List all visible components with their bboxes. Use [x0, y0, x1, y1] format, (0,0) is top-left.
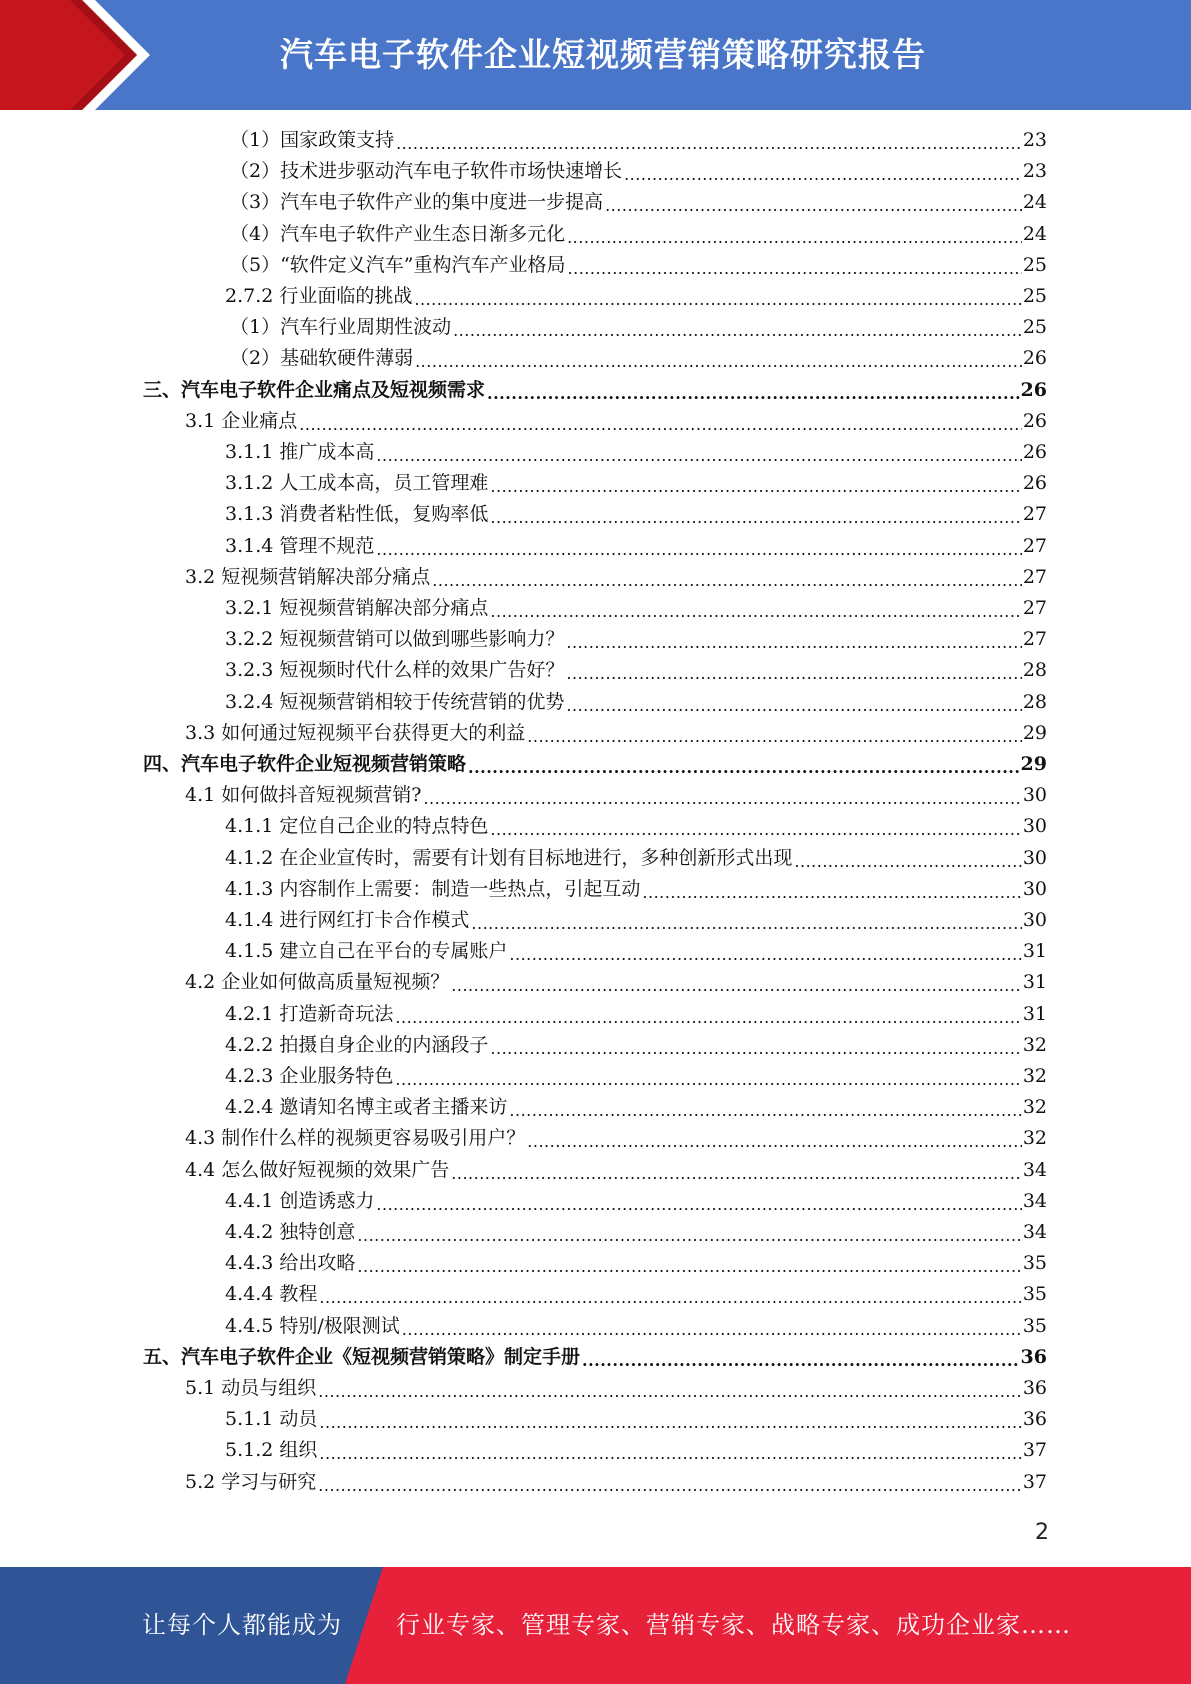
toc-dot-leader [319, 1405, 1021, 1433]
toc-entry-page: 27 [1022, 534, 1047, 557]
toc-entry-label: 3.1 企业痛点 [185, 409, 298, 432]
report-title: 汽车电子软件企业短视频营销策略研究报告 [280, 35, 926, 74]
toc-entry[interactable] [225, 1280, 1047, 1308]
toc-entry-label: 3.2.4 短视频营销相较于传统营销的优势 [225, 690, 565, 713]
toc-dot-leader [471, 906, 1021, 934]
toc-entry-page: 35 [1022, 1283, 1047, 1306]
toc-entry-page: 34 [1022, 1221, 1047, 1243]
toc-entry-label: 3.2 短视频营销解决部分痛点 [185, 565, 431, 588]
toc-entry[interactable] [185, 407, 1047, 435]
toc-entry-page: 26 [1022, 409, 1047, 432]
toc-dot-leader [395, 1000, 1021, 1028]
toc-entry-page: 36 [1020, 1345, 1047, 1368]
toc-entry-label: 4.2.1 打造新奇玩法 [225, 1002, 394, 1025]
toc-dot-leader [566, 625, 1021, 653]
toc-entry-label: 3.1.2 人工成本高，员工管理难 [225, 472, 489, 495]
toc-entry-label: 4.3 制作什么样的视频更容易吸引用户？ [185, 1127, 526, 1150]
toc-entry-label: 5.1.1 动员 [225, 1408, 318, 1431]
toc-entry-page: 32 [1022, 1127, 1047, 1150]
toc-entry[interactable] [225, 438, 1047, 466]
toc-entry[interactable] [225, 656, 1047, 684]
toc-entry[interactable] [230, 251, 1047, 279]
toc-dot-leader [582, 1343, 1020, 1371]
toc-entry-label: 4.1 如何做抖音短视频营销? [185, 784, 422, 807]
toc-entry-page: 24 [1022, 222, 1047, 245]
toc-entry[interactable] [185, 563, 1047, 591]
toc-dot-leader [357, 1218, 1021, 1246]
toc-entry-label: 4.1.2 在企业宣传时，需要有计划有目标地进行，多种创新形式出现 [225, 846, 793, 869]
toc-entry-label: 4.4.2 独特创意 [225, 1221, 356, 1243]
toc-entry-page: 36 [1022, 1377, 1047, 1399]
page-footer [0, 1567, 1191, 1684]
toc-entry[interactable] [225, 812, 1047, 840]
toc-entry[interactable] [225, 875, 1047, 903]
toc-entry-label: （4）汽车电子软件产业生态日渐多元化 [230, 222, 566, 245]
toc-entry-page: 30 [1022, 909, 1047, 931]
toc-entry[interactable] [225, 500, 1047, 528]
toc-entry-label: 3.1.4 管理不规范 [225, 534, 375, 557]
toc-entry-page: 30 [1022, 846, 1047, 869]
toc-dot-leader [527, 1124, 1022, 1152]
toc-dot-leader [624, 157, 1022, 185]
toc-entry-label: 3.2.2 短视频营销可以做到哪些影响力？ [225, 628, 565, 651]
toc-dot-leader [396, 126, 1022, 154]
toc-entry-label: 4.4.5 特别/极限测试 [225, 1314, 400, 1337]
toc-entry[interactable] [230, 344, 1047, 372]
toc-dot-leader [318, 1468, 1022, 1496]
toc-entry-page: 27 [1022, 565, 1047, 588]
toc-dot-leader [376, 532, 1021, 560]
toc-dot-leader [451, 968, 1022, 996]
toc-entry-page: 26 [1022, 347, 1047, 370]
toc-dot-leader [509, 1093, 1021, 1121]
toc-entry-page: 29 [1022, 721, 1047, 744]
toc-entry-page: 25 [1022, 316, 1047, 339]
toc-dot-leader [415, 344, 1022, 372]
toc-dot-leader [318, 1374, 1022, 1402]
toc-entry-page: 32 [1022, 1033, 1047, 1056]
toc-dot-leader [453, 313, 1022, 341]
toc-entry[interactable] [185, 1468, 1047, 1496]
toc-entry-label: 5.1.2 组织 [225, 1439, 318, 1462]
toc-entry[interactable] [225, 1249, 1047, 1277]
footer-slogan: 让每个人都能成为 [142, 1611, 342, 1639]
toc-entry[interactable] [225, 937, 1047, 965]
toc-entry-label: 3.3 如何通过短视频平台获得更大的利益 [185, 721, 526, 744]
toc-entry-label: 3.1.1 推广成本高 [225, 441, 375, 463]
toc-dot-leader [299, 407, 1022, 435]
toc-entry-label: 3.2.1 短视频营销解决部分痛点 [225, 597, 489, 619]
toc-entry-label: （2）技术进步驱动汽车电子软件市场快速增长 [230, 160, 623, 183]
toc-dot-leader [395, 1062, 1021, 1090]
toc-entry[interactable] [143, 1343, 1047, 1371]
toc-entry-page: 24 [1022, 191, 1047, 214]
toc-entry[interactable] [185, 1156, 1047, 1184]
toc-entry-page: 31 [1022, 940, 1047, 963]
toc-entry-label: 五、汽车电子软件企业《短视频营销策略》制定手册 [143, 1345, 581, 1368]
toc-entry-label: 4.1.1 定位自己企业的特点特色 [225, 815, 489, 838]
toc-entry-label: 4.1.5 建立自己在平台的专属账户 [225, 940, 508, 963]
toc-entry-label: 4.1.4 进行网红打卡合作模式 [225, 909, 470, 931]
toc-entry-label: （1）汽车行业周期性波动 [230, 316, 452, 339]
toc-entry-label: 4.4.1 创造诱惑力 [225, 1189, 375, 1212]
toc-entry-label: 4.2.2 拍摄自身企业的内涵段子 [225, 1033, 489, 1056]
toc-entry[interactable] [225, 1187, 1047, 1215]
toc-entry[interactable] [225, 282, 1047, 310]
toc-entry[interactable] [143, 750, 1047, 778]
toc-entry-page: 30 [1022, 784, 1047, 807]
toc-dot-leader [490, 812, 1021, 840]
toc-entry[interactable] [225, 1093, 1047, 1121]
page-header [0, 0, 1191, 110]
toc-entry[interactable] [185, 1124, 1047, 1152]
toc-entry[interactable] [225, 594, 1047, 622]
toc-entry[interactable] [225, 1405, 1047, 1433]
toc-entry-page: 26 [1022, 472, 1047, 495]
toc-entry-page: 35 [1022, 1252, 1047, 1275]
toc-dot-leader [568, 251, 1022, 279]
toc-dot-leader [794, 844, 1021, 872]
toc-entry-page: 28 [1022, 690, 1047, 713]
toc-entry-label: 4.2.3 企业服务特色 [225, 1065, 394, 1087]
toc-entry[interactable] [225, 1436, 1047, 1464]
toc-entry-label: 4.4.4 教程 [225, 1283, 318, 1306]
toc-entry[interactable] [225, 844, 1047, 872]
toc-entry-page: 37 [1022, 1439, 1047, 1462]
toc-dot-leader [567, 220, 1022, 248]
toc-entry[interactable] [225, 532, 1047, 560]
toc-dot-leader [487, 376, 1020, 404]
toc-dot-leader [566, 656, 1021, 684]
toc-entry[interactable] [225, 688, 1047, 716]
toc-entry-label: 三、汽车电子软件企业痛点及短视频需求 [143, 378, 486, 401]
toc-entry-page: 26 [1020, 378, 1047, 401]
toc-dot-leader [490, 500, 1021, 528]
toc-entry-label: 5.1 动员与组织 [185, 1377, 317, 1399]
toc-entry-page: 30 [1022, 877, 1047, 900]
toc-dot-leader [490, 469, 1021, 497]
toc-entry-page: 35 [1022, 1314, 1047, 1337]
toc-entry-page: 28 [1022, 659, 1047, 682]
toc-entry[interactable] [225, 1312, 1047, 1340]
toc-entry-label: 5.2 学习与研究 [185, 1470, 317, 1493]
toc-entry-page: 32 [1022, 1096, 1047, 1119]
toc-entry-label: 4.2.4 邀请知名博主或者主播来访 [225, 1096, 508, 1119]
header-chevron-icon [0, 0, 155, 110]
toc-entry-page: 37 [1022, 1470, 1047, 1493]
toc-entry[interactable] [225, 1062, 1047, 1090]
toc-entry-page: 34 [1022, 1189, 1047, 1212]
toc-entry[interactable] [185, 719, 1047, 747]
toc-entry-label: 2.7.2 行业面临的挑战 [225, 285, 413, 307]
toc-entry-page: 34 [1022, 1158, 1047, 1181]
toc-entry-label: 4.4 怎么做好短视频的效果广告 [185, 1158, 450, 1181]
toc-entry-label: （2）基础软硬件薄弱 [230, 347, 414, 370]
toc-entry[interactable] [185, 1374, 1047, 1402]
toc-dot-leader [357, 1249, 1021, 1277]
toc-dot-leader [376, 1187, 1021, 1215]
toc-entry-page: 32 [1022, 1065, 1047, 1087]
toc-entry[interactable] [230, 157, 1047, 185]
toc-dot-leader [509, 937, 1021, 965]
toc-entry-page: 25 [1022, 285, 1047, 307]
toc-entry-label: （3）汽车电子软件产业的集中度进一步提高 [230, 191, 604, 214]
toc-entry-label: （5）“软件定义汽车”重构汽车产业格局 [230, 253, 566, 276]
toc-dot-leader [402, 1312, 1022, 1340]
toc-dot-leader [527, 719, 1022, 747]
toc-entry[interactable] [230, 188, 1047, 216]
toc-entry-label: 四、汽车电子软件企业短视频营销策略 [143, 753, 467, 775]
toc-entry-page: 25 [1022, 253, 1047, 276]
toc-dot-leader [566, 688, 1021, 716]
toc-dot-leader [468, 750, 1020, 778]
toc-entry-page: 23 [1022, 129, 1047, 151]
toc-entry-label: 3.2.3 短视频时代什么样的效果广告好？ [225, 659, 565, 682]
toc-dot-leader [423, 781, 1021, 809]
toc-entry-page: 30 [1022, 815, 1047, 838]
toc-entry-page: 23 [1022, 160, 1047, 183]
toc-entry[interactable] [185, 968, 1047, 996]
toc-dot-leader [376, 438, 1021, 466]
toc-dot-leader [490, 594, 1021, 622]
toc-entry-label: 4.1.3 内容制作上需要：制造一些热点，引起互动 [225, 877, 641, 900]
toc-entry-page: 27 [1022, 597, 1047, 619]
toc-entry-label: （1）国家政策支持 [230, 129, 395, 151]
page-number: 2 [1035, 1520, 1049, 1545]
toc-entry-page: 31 [1022, 971, 1047, 994]
toc-entry-label: 3.1.3 消费者粘性低，复购率低 [225, 503, 489, 526]
toc-dot-leader [490, 1031, 1021, 1059]
toc-entry[interactable] [225, 469, 1047, 497]
toc-entry-label: 4.4.3 给出攻略 [225, 1252, 356, 1275]
toc-dot-leader [451, 1156, 1022, 1184]
toc-dot-leader [319, 1280, 1021, 1308]
toc-entry-page: 29 [1020, 753, 1047, 775]
toc-dot-leader [432, 563, 1022, 591]
toc-dot-leader [414, 282, 1021, 310]
footer-tagline: 行业专家、管理专家、营销专家、战略专家、成功企业家…… [396, 1611, 1071, 1639]
toc-entry[interactable] [225, 1031, 1047, 1059]
toc-entry-page: 26 [1022, 441, 1047, 463]
toc-entry-page: 27 [1022, 628, 1047, 651]
toc-entry-page: 36 [1022, 1408, 1047, 1431]
toc-entry[interactable] [143, 376, 1047, 404]
toc-entry[interactable] [230, 220, 1047, 248]
toc-entry-label: 4.2 企业如何做高质量短视频？ [185, 971, 450, 994]
toc-entry[interactable] [225, 906, 1047, 934]
toc-entry[interactable] [185, 781, 1047, 809]
toc-dot-leader [642, 875, 1021, 903]
toc-entry-page: 31 [1022, 1002, 1047, 1025]
toc-entry-page: 27 [1022, 503, 1047, 526]
toc-dot-leader [605, 188, 1022, 216]
toc-entry[interactable] [225, 1000, 1047, 1028]
toc-entry[interactable] [225, 1218, 1047, 1246]
toc-entry[interactable] [225, 625, 1047, 653]
toc-entry[interactable] [230, 313, 1047, 341]
toc-entry[interactable] [230, 126, 1047, 154]
toc-dot-leader [319, 1436, 1021, 1464]
